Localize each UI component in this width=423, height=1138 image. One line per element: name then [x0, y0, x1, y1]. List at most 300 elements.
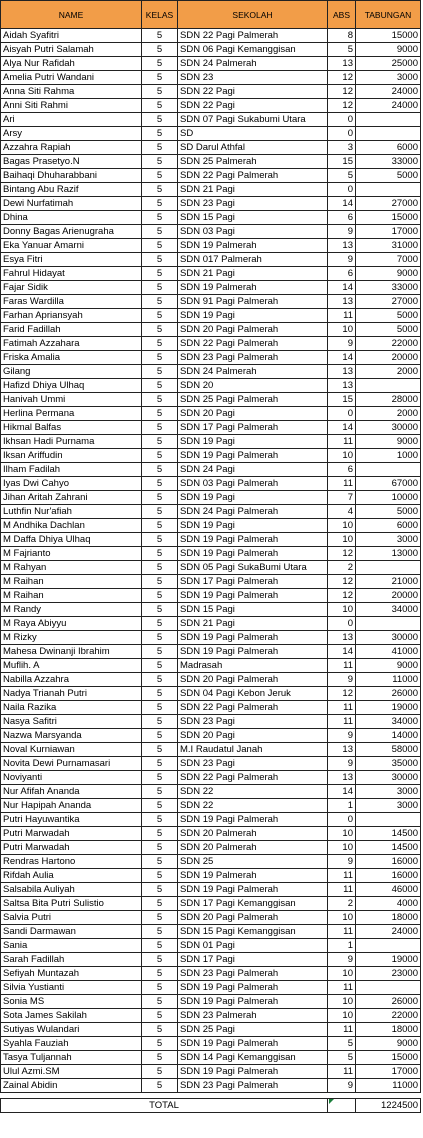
cell-kelas[interactable]: 5	[142, 435, 178, 449]
cell-abs[interactable]: 13	[328, 379, 356, 393]
cell-tabungan[interactable]: 46000	[356, 883, 421, 897]
cell-abs[interactable]: 9	[328, 673, 356, 687]
cell-sekolah[interactable]: SDN 19 Pagi Palmerah	[178, 589, 328, 603]
cell-abs[interactable]: 0	[328, 113, 356, 127]
cell-tabungan[interactable]: 16000	[356, 855, 421, 869]
cell-tabungan[interactable]	[356, 379, 421, 393]
cell-abs[interactable]: 11	[328, 435, 356, 449]
cell-name[interactable]: Nur Hapipah Ananda	[1, 799, 142, 813]
cell-name[interactable]: Dhina	[1, 211, 142, 225]
cell-abs[interactable]: 11	[328, 1023, 356, 1037]
cell-kelas[interactable]: 5	[142, 561, 178, 575]
cell-kelas[interactable]: 5	[142, 267, 178, 281]
cell-sekolah[interactable]: SDN 19 Pagi Palmerah	[178, 981, 328, 995]
cell-kelas[interactable]: 5	[142, 43, 178, 57]
header-abs[interactable]: ABS	[328, 1, 356, 29]
cell-sekolah[interactable]: SDN 20	[178, 379, 328, 393]
cell-abs[interactable]: 11	[328, 1065, 356, 1079]
cell-tabungan[interactable]	[356, 939, 421, 953]
cell-abs[interactable]: 12	[328, 547, 356, 561]
cell-tabungan[interactable]: 3000	[356, 799, 421, 813]
cell-abs[interactable]: 13	[328, 743, 356, 757]
cell-abs[interactable]: 1	[328, 799, 356, 813]
cell-kelas[interactable]: 5	[142, 295, 178, 309]
cell-name[interactable]: Hanivah Ummi	[1, 393, 142, 407]
cell-sekolah[interactable]: SDN 25 Pagi	[178, 1023, 328, 1037]
cell-tabungan[interactable]: 22000	[356, 1009, 421, 1023]
cell-sekolah[interactable]: SDN 22 Pagi Palmerah	[178, 169, 328, 183]
cell-abs[interactable]: 11	[328, 477, 356, 491]
cell-abs[interactable]: 8	[328, 29, 356, 43]
cell-tabungan[interactable]: 15000	[356, 211, 421, 225]
header-name[interactable]: NAME	[1, 1, 142, 29]
cell-tabungan[interactable]: 67000	[356, 477, 421, 491]
cell-abs[interactable]: 4	[328, 505, 356, 519]
total-value[interactable]: 1224500	[356, 1099, 421, 1113]
cell-abs[interactable]: 10	[328, 519, 356, 533]
cell-tabungan[interactable]: 24000	[356, 99, 421, 113]
cell-abs[interactable]: 12	[328, 687, 356, 701]
cell-kelas[interactable]: 5	[142, 673, 178, 687]
cell-tabungan[interactable]: 17000	[356, 225, 421, 239]
cell-name[interactable]: Zainal Abidin	[1, 1079, 142, 1093]
cell-tabungan[interactable]: 24000	[356, 925, 421, 939]
cell-sekolah[interactable]: SDN 25	[178, 855, 328, 869]
cell-kelas[interactable]: 5	[142, 841, 178, 855]
cell-name[interactable]: Eka Yanuar Amarni	[1, 239, 142, 253]
cell-abs[interactable]: 11	[328, 869, 356, 883]
cell-abs[interactable]: 5	[328, 1051, 356, 1065]
cell-name[interactable]: Silvia Yustianti	[1, 981, 142, 995]
cell-tabungan[interactable]: 5000	[356, 169, 421, 183]
cell-sekolah[interactable]: M.I Raudatul Janah	[178, 743, 328, 757]
cell-name[interactable]: Arsy	[1, 127, 142, 141]
cell-kelas[interactable]: 5	[142, 393, 178, 407]
cell-abs[interactable]: 0	[328, 617, 356, 631]
cell-kelas[interactable]: 5	[142, 519, 178, 533]
cell-abs[interactable]: 12	[328, 71, 356, 85]
cell-tabungan[interactable]: 5000	[356, 323, 421, 337]
cell-sekolah[interactable]: SDN 06 Pagi Kemanggisan	[178, 43, 328, 57]
cell-sekolah[interactable]: SDN 20 Pagi Palmerah	[178, 323, 328, 337]
cell-name[interactable]: Sonia MS	[1, 995, 142, 1009]
cell-abs[interactable]: 10	[328, 323, 356, 337]
cell-tabungan[interactable]: 23000	[356, 967, 421, 981]
cell-sekolah[interactable]: SDN 24 Palmerah	[178, 57, 328, 71]
cell-name[interactable]: Azzahra Rapiah	[1, 141, 142, 155]
cell-sekolah[interactable]: SDN 017 Palmerah	[178, 253, 328, 267]
cell-tabungan[interactable]: 30000	[356, 771, 421, 785]
cell-abs[interactable]: 14	[328, 197, 356, 211]
cell-sekolah[interactable]: SDN 19 Pagi Palmerah	[178, 813, 328, 827]
cell-sekolah[interactable]: SDN 03 Pagi Palmerah	[178, 477, 328, 491]
cell-name[interactable]: Putri Marwadah	[1, 827, 142, 841]
cell-tabungan[interactable]: 15000	[356, 29, 421, 43]
cell-abs[interactable]: 0	[328, 407, 356, 421]
cell-sekolah[interactable]: SDN 17 Pagi	[178, 953, 328, 967]
cell-abs[interactable]: 9	[328, 225, 356, 239]
cell-abs[interactable]: 9	[328, 757, 356, 771]
cell-tabungan[interactable]: 18000	[356, 1023, 421, 1037]
cell-sekolah[interactable]: SDN 17 Pagi Palmerah	[178, 575, 328, 589]
cell-tabungan[interactable]: 34000	[356, 603, 421, 617]
cell-name[interactable]: Hikmal Balfas	[1, 421, 142, 435]
cell-tabungan[interactable]: 19000	[356, 701, 421, 715]
cell-sekolah[interactable]: SDN 22 Pagi	[178, 85, 328, 99]
cell-name[interactable]: Anna Siti Rahma	[1, 85, 142, 99]
cell-name[interactable]: Iyas Dwi Cahyo	[1, 477, 142, 491]
cell-kelas[interactable]: 5	[142, 155, 178, 169]
cell-abs[interactable]: 11	[328, 715, 356, 729]
cell-sekolah[interactable]: SDN 23 Pagi	[178, 197, 328, 211]
cell-tabungan[interactable]: 30000	[356, 631, 421, 645]
cell-kelas[interactable]: 5	[142, 631, 178, 645]
cell-tabungan[interactable]: 9000	[356, 435, 421, 449]
cell-name[interactable]: Fajar Sidik	[1, 281, 142, 295]
cell-kelas[interactable]: 5	[142, 575, 178, 589]
cell-abs[interactable]: 12	[328, 85, 356, 99]
cell-sekolah[interactable]: SDN 19 Palmerah	[178, 281, 328, 295]
cell-tabungan[interactable]	[356, 981, 421, 995]
cell-sekolah[interactable]: SDN 23 Pagi Palmerah	[178, 1079, 328, 1093]
cell-abs[interactable]: 14	[328, 421, 356, 435]
header-sekolah[interactable]: SEKOLAH	[178, 1, 328, 29]
cell-kelas[interactable]: 5	[142, 127, 178, 141]
cell-abs[interactable]: 15	[328, 155, 356, 169]
cell-name[interactable]: Salvia Putri	[1, 911, 142, 925]
cell-tabungan[interactable]: 22000	[356, 337, 421, 351]
cell-abs[interactable]: 11	[328, 309, 356, 323]
cell-name[interactable]: Tasya Tuljannah	[1, 1051, 142, 1065]
cell-name[interactable]: Nasya Safitri	[1, 715, 142, 729]
cell-sekolah[interactable]: SDN 21 Pagi	[178, 267, 328, 281]
cell-sekolah[interactable]: SDN 24 Pagi Palmerah	[178, 505, 328, 519]
cell-kelas[interactable]: 5	[142, 197, 178, 211]
cell-kelas[interactable]: 5	[142, 113, 178, 127]
cell-sekolah[interactable]: SDN 15 Pagi Kemanggisan	[178, 925, 328, 939]
cell-kelas[interactable]: 5	[142, 897, 178, 911]
cell-abs[interactable]: 7	[328, 491, 356, 505]
cell-kelas[interactable]: 5	[142, 449, 178, 463]
cell-name[interactable]: Aisyah Putri Salamah	[1, 43, 142, 57]
cell-abs[interactable]: 13	[328, 295, 356, 309]
cell-sekolah[interactable]: Madrasah	[178, 659, 328, 673]
cell-sekolah[interactable]: SDN 25 Palmerah	[178, 155, 328, 169]
cell-name[interactable]: Esya Fitri	[1, 253, 142, 267]
cell-sekolah[interactable]: SDN 24 Palmerah	[178, 365, 328, 379]
cell-abs[interactable]: 6	[328, 267, 356, 281]
cell-tabungan[interactable]: 34000	[356, 715, 421, 729]
cell-sekolah[interactable]: SDN 14 Pagi Kemanggisan	[178, 1051, 328, 1065]
cell-name[interactable]: M Rizky	[1, 631, 142, 645]
cell-tabungan[interactable]: 31000	[356, 239, 421, 253]
cell-kelas[interactable]: 5	[142, 1023, 178, 1037]
cell-name[interactable]: M Raihan	[1, 589, 142, 603]
cell-tabungan[interactable]	[356, 463, 421, 477]
cell-name[interactable]: Farhan Apriansyah	[1, 309, 142, 323]
cell-name[interactable]: Friska Amalia	[1, 351, 142, 365]
cell-tabungan[interactable]: 14000	[356, 729, 421, 743]
cell-name[interactable]: Bintang Abu Razif	[1, 183, 142, 197]
cell-sekolah[interactable]: SDN 20 Pagi Palmerah	[178, 673, 328, 687]
cell-name[interactable]: Iksan Ariffudin	[1, 449, 142, 463]
cell-name[interactable]: Salsabila Auliyah	[1, 883, 142, 897]
cell-sekolah[interactable]: SDN 19 Pagi	[178, 309, 328, 323]
cell-tabungan[interactable]: 9000	[356, 1037, 421, 1051]
cell-name[interactable]: Syahla Fauziah	[1, 1037, 142, 1051]
cell-tabungan[interactable]	[356, 813, 421, 827]
cell-tabungan[interactable]: 41000	[356, 645, 421, 659]
cell-abs[interactable]: 11	[328, 659, 356, 673]
cell-sekolah[interactable]: SDN 22 Pagi Palmerah	[178, 771, 328, 785]
cell-name[interactable]: Noviyanti	[1, 771, 142, 785]
cell-kelas[interactable]: 5	[142, 659, 178, 673]
cell-abs[interactable]: 5	[328, 1037, 356, 1051]
cell-kelas[interactable]: 5	[142, 547, 178, 561]
cell-tabungan[interactable]: 18000	[356, 911, 421, 925]
cell-abs[interactable]: 12	[328, 99, 356, 113]
cell-abs[interactable]: 10	[328, 911, 356, 925]
cell-tabungan[interactable]: 9000	[356, 659, 421, 673]
cell-kelas[interactable]: 5	[142, 225, 178, 239]
cell-name[interactable]: Ari	[1, 113, 142, 127]
cell-name[interactable]: Mahesa Dwinanji Ibrahim	[1, 645, 142, 659]
cell-sekolah[interactable]: SDN 21 Pagi	[178, 617, 328, 631]
cell-name[interactable]: Bagas Prasetyo.N	[1, 155, 142, 169]
cell-name[interactable]: Ikhsan Hadi Purnama	[1, 435, 142, 449]
cell-tabungan[interactable]: 9000	[356, 267, 421, 281]
comment-marker-cell[interactable]	[328, 1099, 356, 1113]
cell-kelas[interactable]: 5	[142, 715, 178, 729]
cell-tabungan[interactable]: 11000	[356, 1079, 421, 1093]
cell-sekolah[interactable]: SDN 22 Pagi Palmerah	[178, 701, 328, 715]
cell-name[interactable]: Jihan Aritah Zahrani	[1, 491, 142, 505]
cell-sekolah[interactable]: SDN 91 Pagi Palmerah	[178, 295, 328, 309]
cell-tabungan[interactable]: 25000	[356, 57, 421, 71]
cell-abs[interactable]: 12	[328, 575, 356, 589]
cell-tabungan[interactable]: 30000	[356, 421, 421, 435]
cell-name[interactable]: Saltsa Bita Putri Sulistio	[1, 897, 142, 911]
cell-sekolah[interactable]: SDN 25 Pagi Palmerah	[178, 393, 328, 407]
cell-kelas[interactable]: 5	[142, 701, 178, 715]
cell-sekolah[interactable]: SDN 15 Pagi	[178, 603, 328, 617]
cell-tabungan[interactable]: 58000	[356, 743, 421, 757]
cell-name[interactable]: M Raihan	[1, 575, 142, 589]
cell-abs[interactable]: 14	[328, 351, 356, 365]
cell-tabungan[interactable]: 3000	[356, 71, 421, 85]
cell-tabungan[interactable]: 27000	[356, 197, 421, 211]
cell-sekolah[interactable]: SDN 19 Pagi	[178, 491, 328, 505]
cell-name[interactable]: Farid Fadillah	[1, 323, 142, 337]
cell-name[interactable]: Sandi Darmawan	[1, 925, 142, 939]
cell-kelas[interactable]: 5	[142, 939, 178, 953]
cell-name[interactable]: Rifdah Aulia	[1, 869, 142, 883]
cell-abs[interactable]: 10	[328, 449, 356, 463]
cell-name[interactable]: M Randy	[1, 603, 142, 617]
cell-tabungan[interactable]: 11000	[356, 673, 421, 687]
cell-name[interactable]: Gilang	[1, 365, 142, 379]
cell-abs[interactable]: 11	[328, 883, 356, 897]
cell-sekolah[interactable]: SDN 22 Pagi Palmerah	[178, 337, 328, 351]
cell-name[interactable]: Rendras Hartono	[1, 855, 142, 869]
cell-name[interactable]: Amelia Putri Wandani	[1, 71, 142, 85]
cell-name[interactable]: Hafizd Dhiya Ulhaq	[1, 379, 142, 393]
cell-name[interactable]: Sarah Fadillah	[1, 953, 142, 967]
cell-name[interactable]: Fatimah Azzahara	[1, 337, 142, 351]
cell-tabungan[interactable]: 13000	[356, 547, 421, 561]
cell-kelas[interactable]: 5	[142, 309, 178, 323]
cell-tabungan[interactable]	[356, 183, 421, 197]
cell-tabungan[interactable]: 3000	[356, 785, 421, 799]
cell-name[interactable]: Naila Razika	[1, 701, 142, 715]
cell-kelas[interactable]: 5	[142, 169, 178, 183]
cell-name[interactable]: M Fajrianto	[1, 547, 142, 561]
cell-kelas[interactable]: 5	[142, 379, 178, 393]
cell-name[interactable]: Alya Nur Rafidah	[1, 57, 142, 71]
cell-sekolah[interactable]: SDN 20 Pagi	[178, 407, 328, 421]
cell-sekolah[interactable]: SDN 19 Pagi	[178, 519, 328, 533]
header-kelas[interactable]: KELAS	[142, 1, 178, 29]
cell-tabungan[interactable]: 21000	[356, 575, 421, 589]
cell-sekolah[interactable]: SDN 17 Pagi Palmerah	[178, 421, 328, 435]
cell-tabungan[interactable]: 33000	[356, 155, 421, 169]
cell-sekolah[interactable]: SDN 01 Pagi	[178, 939, 328, 953]
cell-tabungan[interactable]: 4000	[356, 897, 421, 911]
cell-abs[interactable]: 10	[328, 533, 356, 547]
cell-sekolah[interactable]: SD Darul Athfal	[178, 141, 328, 155]
cell-abs[interactable]: 2	[328, 897, 356, 911]
cell-kelas[interactable]: 5	[142, 799, 178, 813]
cell-name[interactable]: Sania	[1, 939, 142, 953]
cell-sekolah[interactable]: SDN 21 Pagi	[178, 183, 328, 197]
cell-kelas[interactable]: 5	[142, 533, 178, 547]
cell-sekolah[interactable]: SDN 23 Pagi Palmerah	[178, 967, 328, 981]
cell-abs[interactable]: 11	[328, 701, 356, 715]
cell-kelas[interactable]: 5	[142, 729, 178, 743]
cell-kelas[interactable]: 5	[142, 211, 178, 225]
cell-name[interactable]: Nazwa Marsyanda	[1, 729, 142, 743]
cell-tabungan[interactable]: 28000	[356, 393, 421, 407]
cell-sekolah[interactable]: SDN 03 Pagi	[178, 225, 328, 239]
cell-kelas[interactable]: 5	[142, 57, 178, 71]
cell-tabungan[interactable]: 9000	[356, 43, 421, 57]
cell-kelas[interactable]: 5	[142, 29, 178, 43]
cell-abs[interactable]: 11	[328, 981, 356, 995]
cell-tabungan[interactable]: 5000	[356, 505, 421, 519]
cell-abs[interactable]: 9	[328, 1079, 356, 1093]
cell-tabungan[interactable]	[356, 127, 421, 141]
cell-abs[interactable]: 6	[328, 463, 356, 477]
cell-abs[interactable]: 6	[328, 211, 356, 225]
cell-kelas[interactable]: 5	[142, 351, 178, 365]
cell-kelas[interactable]: 5	[142, 743, 178, 757]
cell-sekolah[interactable]: SD	[178, 127, 328, 141]
cell-tabungan[interactable]: 6000	[356, 519, 421, 533]
cell-abs[interactable]: 2	[328, 561, 356, 575]
cell-kelas[interactable]: 5	[142, 925, 178, 939]
cell-kelas[interactable]: 5	[142, 1079, 178, 1093]
cell-name[interactable]: M Daffa Dhiya Ulhaq	[1, 533, 142, 547]
cell-name[interactable]: Aidah Syafitri	[1, 29, 142, 43]
cell-kelas[interactable]: 5	[142, 323, 178, 337]
cell-name[interactable]: Donny Bagas Arienugraha	[1, 225, 142, 239]
cell-sekolah[interactable]: SDN 20 Palmerah	[178, 827, 328, 841]
cell-kelas[interactable]: 5	[142, 99, 178, 113]
cell-name[interactable]: Dewi Nurfatimah	[1, 197, 142, 211]
cell-kelas[interactable]: 5	[142, 365, 178, 379]
cell-name[interactable]: Nadya Trianah Putri	[1, 687, 142, 701]
cell-name[interactable]: M Andhika Dachlan	[1, 519, 142, 533]
cell-name[interactable]: Nur Afifah Ananda	[1, 785, 142, 799]
cell-kelas[interactable]: 5	[142, 869, 178, 883]
cell-abs[interactable]: 12	[328, 589, 356, 603]
cell-tabungan[interactable]	[356, 113, 421, 127]
cell-abs[interactable]: 10	[328, 1009, 356, 1023]
cell-sekolah[interactable]: SDN 19 Pagi Palmerah	[178, 883, 328, 897]
cell-abs[interactable]: 9	[328, 855, 356, 869]
cell-tabungan[interactable]: 26000	[356, 995, 421, 1009]
cell-name[interactable]: Faras Wardilla	[1, 295, 142, 309]
cell-abs[interactable]: 9	[328, 729, 356, 743]
cell-kelas[interactable]: 5	[142, 785, 178, 799]
cell-kelas[interactable]: 5	[142, 183, 178, 197]
cell-abs[interactable]: 5	[328, 169, 356, 183]
cell-name[interactable]: Muflih. A	[1, 659, 142, 673]
cell-abs[interactable]: 10	[328, 841, 356, 855]
cell-sekolah[interactable]: SDN 20 Palmerah	[178, 841, 328, 855]
cell-kelas[interactable]: 5	[142, 645, 178, 659]
cell-sekolah[interactable]: SDN 22 Pagi	[178, 99, 328, 113]
cell-kelas[interactable]: 5	[142, 1037, 178, 1051]
cell-kelas[interactable]: 5	[142, 953, 178, 967]
cell-sekolah[interactable]: SDN 22	[178, 785, 328, 799]
cell-sekolah[interactable]: SDN 19 Pagi Palmerah	[178, 533, 328, 547]
cell-name[interactable]: Sota James Sakilah	[1, 1009, 142, 1023]
cell-kelas[interactable]: 5	[142, 911, 178, 925]
cell-kelas[interactable]: 5	[142, 603, 178, 617]
cell-sekolah[interactable]: SDN 22 Pagi Palmerah	[178, 29, 328, 43]
header-tabungan[interactable]: TABUNGAN	[356, 1, 421, 29]
cell-name[interactable]: M Rahyan	[1, 561, 142, 575]
cell-kelas[interactable]: 5	[142, 687, 178, 701]
cell-tabungan[interactable]: 14500	[356, 841, 421, 855]
cell-kelas[interactable]: 5	[142, 141, 178, 155]
cell-name[interactable]: Sutiyas Wulandari	[1, 1023, 142, 1037]
cell-name[interactable]: Noval Kurniawan	[1, 743, 142, 757]
cell-sekolah[interactable]: SDN 19 Pagi	[178, 435, 328, 449]
cell-tabungan[interactable]: 26000	[356, 687, 421, 701]
cell-kelas[interactable]: 5	[142, 505, 178, 519]
cell-abs[interactable]: 13	[328, 631, 356, 645]
cell-name[interactable]: M Raya Abiyyu	[1, 617, 142, 631]
cell-kelas[interactable]: 5	[142, 491, 178, 505]
cell-kelas[interactable]: 5	[142, 855, 178, 869]
cell-sekolah[interactable]: SDN 19 Pagi Palmerah	[178, 1037, 328, 1051]
cell-kelas[interactable]: 5	[142, 827, 178, 841]
cell-kelas[interactable]: 5	[142, 253, 178, 267]
cell-tabungan[interactable]: 24000	[356, 85, 421, 99]
cell-sekolah[interactable]: SDN 19 Palmerah	[178, 239, 328, 253]
cell-tabungan[interactable]: 20000	[356, 351, 421, 365]
cell-abs[interactable]: 14	[328, 281, 356, 295]
cell-tabungan[interactable]: 3000	[356, 533, 421, 547]
cell-sekolah[interactable]: SDN 19 Pagi Palmerah	[178, 995, 328, 1009]
cell-name[interactable]: Ilham Fadilah	[1, 463, 142, 477]
cell-tabungan[interactable]: 1000	[356, 449, 421, 463]
cell-sekolah[interactable]: SDN 23 Pagi Palmerah	[178, 351, 328, 365]
cell-sekolah[interactable]: SDN 07 Pagi Sukabumi Utara	[178, 113, 328, 127]
cell-tabungan[interactable]: 7000	[356, 253, 421, 267]
